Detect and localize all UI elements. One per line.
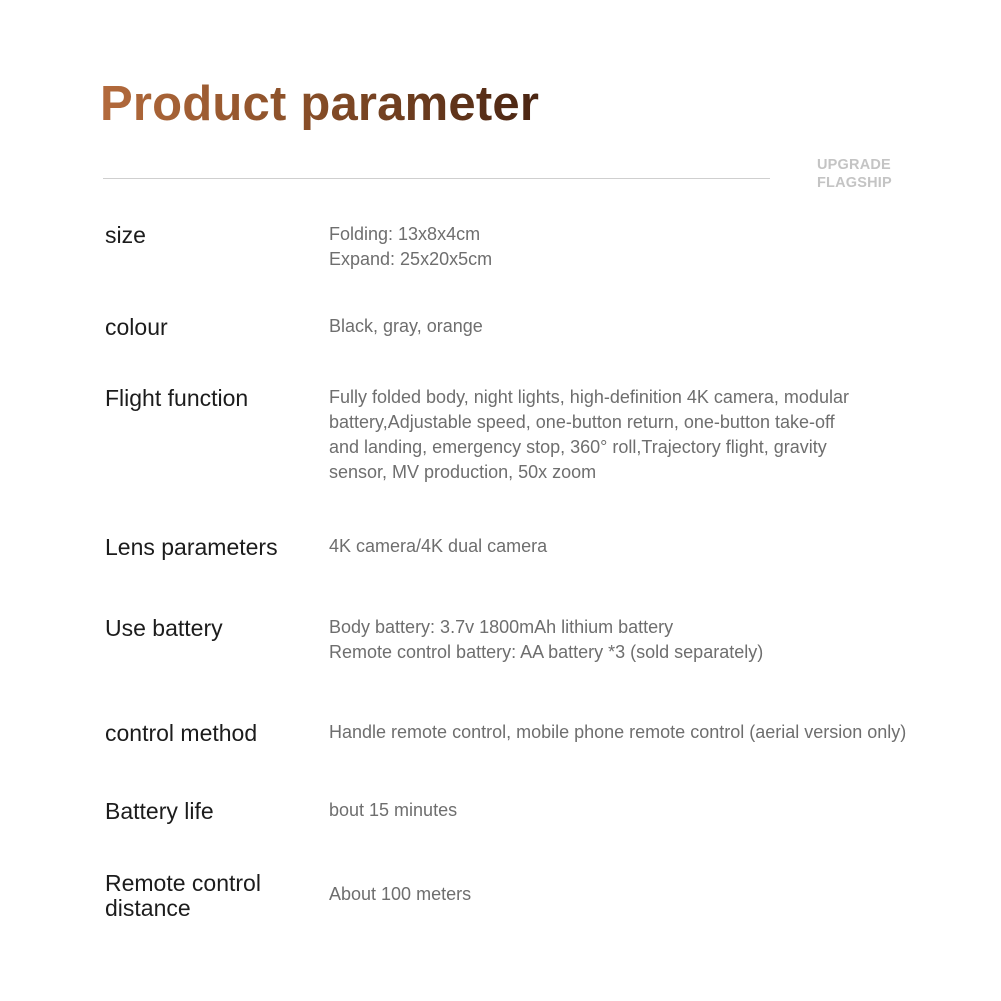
param-value-colour (329, 314, 909, 339)
param-value-line: 4K camera/4K dual camera (329, 536, 548, 556)
badge-line-1: UPGRADE (817, 157, 891, 173)
param-value-line: Expand: 25x20x5cm (329, 249, 493, 269)
upgrade-flagship-badge (817, 156, 892, 192)
param-value-lens-parameters (329, 534, 909, 559)
page-title: Product parameter (100, 74, 539, 134)
param-label-line: distance (105, 895, 191, 921)
param-value-line: Body battery: 3.7v 1800mAh lithium battery (329, 617, 674, 637)
header-divider (103, 178, 770, 179)
param-value-line: Fully folded body, night lights, high-definition 4K camera, modular (329, 387, 849, 407)
param-label-battery-life: Battery life (105, 798, 214, 824)
badge-line-2: FLAGSHIP (817, 175, 892, 191)
param-value-use-battery (329, 615, 909, 665)
param-label-line: Remote control (105, 870, 261, 896)
param-label-size: size (105, 222, 146, 248)
param-value-control-method (329, 720, 989, 745)
param-label-control-method: control method (105, 720, 258, 746)
param-value-remote-control-distance (329, 882, 909, 907)
param-label-flight-function: Flight function (105, 385, 249, 411)
param-value-line: Folding: 13x8x4cm (329, 224, 481, 244)
param-value-flight-function (329, 385, 909, 485)
param-value-size (329, 222, 909, 272)
param-label-colour: colour (105, 314, 168, 340)
param-value-line: bout 15 minutes (329, 800, 458, 820)
param-value-line: Remote control battery: AA battery *3 (sold separately) (329, 642, 764, 662)
param-label-remote-control-distance (105, 871, 315, 921)
param-value-line: and landing, emergency stop, 360° roll,Trajectory flight, gravity (329, 437, 827, 457)
param-value-line: Black, gray, orange (329, 316, 483, 336)
param-value-line: About 100 meters (329, 884, 472, 904)
param-value-line: battery,Adjustable speed, one-button return, one-button take-off (329, 412, 835, 432)
param-value-line: Handle remote control, mobile phone remote control (aerial version only) (329, 722, 907, 742)
param-label-lens-parameters: Lens parameters (105, 534, 278, 560)
param-value-line: sensor, MV production, 50x zoom (329, 462, 597, 482)
param-label-use-battery: Use battery (105, 615, 223, 641)
param-value-battery-life (329, 798, 909, 823)
